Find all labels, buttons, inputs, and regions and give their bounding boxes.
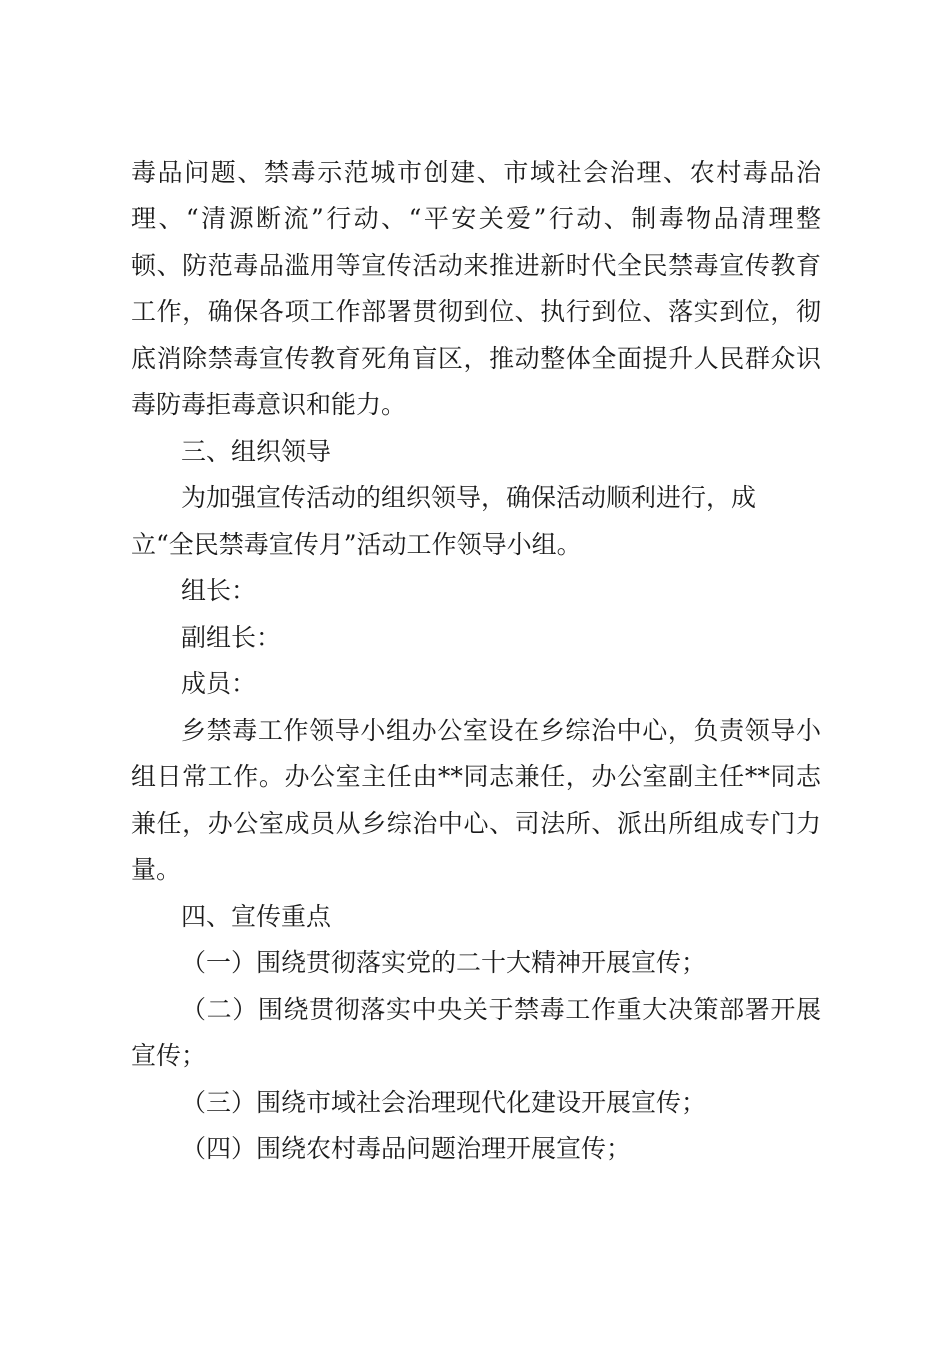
section-heading: 三、组织领导 <box>181 437 332 466</box>
paragraph-line: 顿、防范毒品滥用等宣传活动来推进新时代全民禁毒宣传教育 <box>131 251 821 280</box>
deputy-leader-label: 副组长： <box>181 623 282 652</box>
paragraph-line: 组日常工作。办公室主任由**同志兼任，办公室副主任**同志 <box>131 762 821 791</box>
paragraph-line: 立“全民禁毒宣传月”活动工作领导小组。 <box>131 530 582 559</box>
focus-item: （一）围绕贯彻落实党的二十大精神开展宣传； <box>181 948 707 977</box>
paragraph-line: 毒防毒拒毒意识和能力。 <box>131 390 407 419</box>
section-heading: 四、宣传重点 <box>181 902 332 931</box>
paragraph-line: 量。 <box>131 855 182 884</box>
paragraph-line: 毒品问题、禁毒示范城市创建、市域社会治理、农村毒品治 <box>131 158 821 187</box>
focus-item-continuation: 宣传； <box>131 1041 207 1070</box>
paragraph-line: 兼任，办公室成员从乡综治中心、司法所、派出所组成专门力 <box>131 809 821 838</box>
paragraph-line: 底消除禁毒宣传教育死角盲区，推动整体全面提升人民群众识 <box>131 344 821 373</box>
paragraph-line: 为加强宣传活动的组织领导，确保活动顺利进行，成 <box>181 483 757 512</box>
leader-label: 组长： <box>181 576 257 605</box>
paragraph-line: 理、“清源断流”行动、“平安关爱”行动、制毒物品清理整 <box>131 204 821 233</box>
paragraph-line: 乡禁毒工作领导小组办公室设在乡综治中心，负责领导小 <box>181 716 821 745</box>
focus-item: （二）围绕贯彻落实中央关于禁毒工作重大决策部署开展 <box>181 995 821 1024</box>
paragraph-line: 工作，确保各项工作部署贯彻到位、执行到位、落实到位，彻 <box>131 297 821 326</box>
focus-item: （三）围绕市域社会治理现代化建设开展宣传； <box>181 1088 707 1117</box>
members-label: 成员： <box>181 669 257 698</box>
focus-item: （四）围绕农村毒品问题治理开展宣传； <box>181 1134 632 1163</box>
